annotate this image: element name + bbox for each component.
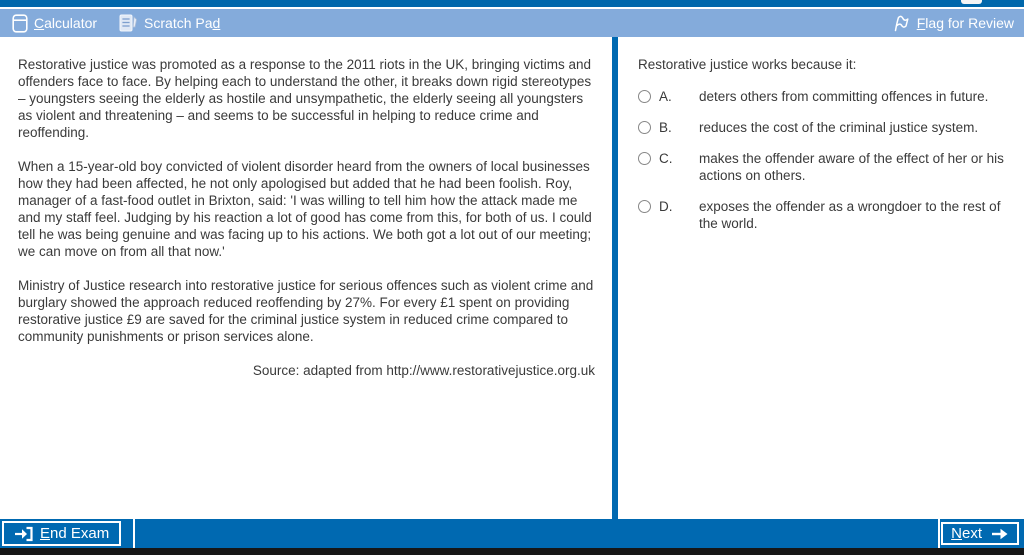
option-letter: B. <box>659 120 672 135</box>
question-stem: Restorative justice works because it: <box>638 57 857 72</box>
option-text: deters others from committing offences in future. <box>699 89 989 104</box>
calculator-button[interactable] <box>12 14 97 33</box>
passage-source: Source: adapted from http://www.restorativejustice.org.uk <box>252 363 595 378</box>
option-letter: A. <box>659 89 672 104</box>
answer-option-b[interactable] <box>638 119 1016 136</box>
end-exam-icon <box>14 526 33 542</box>
passage-paragraph: Ministry of Justice research into restorative justice for serious offences such as violent crime and burglary showed the approach reduced reoffending by 27%. For every £1 spent on providing restorative justice £9 are saved for the criminal justice system in reduced crime compared to community punishments or prison services alone. <box>18 278 594 344</box>
option-text: reduces the cost of the criminal justice system. <box>699 120 979 135</box>
scratchpad-button[interactable] <box>119 14 220 32</box>
option-text: exposes the offender as a wrongdoer to the rest of the world. <box>699 199 1001 231</box>
scratchpad-label: Scratch Pad <box>144 15 221 31</box>
option-letter: C. <box>659 151 673 166</box>
scratchpad-icon <box>119 14 138 32</box>
exam-toolbar <box>0 9 1024 37</box>
option-radio[interactable] <box>638 121 651 134</box>
option-radio[interactable] <box>638 152 651 165</box>
end-exam-button[interactable] <box>2 521 121 546</box>
next-label: Next <box>951 525 982 542</box>
passage-paragraph: When a 15-year-old boy convicted of violent disorder heard from the owners of local businesses how they had been affected, he not only apologised but added that he had been foolish. Roy, manager of a fast-food outlet in Brixton, said: 'I was willing to tell him how the attack made me and my staff feel. Judging by his reaction a lot of good has come from this, for both of us. I could tell he was being genuine and was facing up to his actions. We both got a lot out of our meeting; we can move on from all that now.' <box>18 159 592 259</box>
option-radio[interactable] <box>638 200 651 213</box>
option-radio[interactable] <box>638 90 651 103</box>
window-top-tab <box>961 0 982 4</box>
flag-for-review-button[interactable] <box>891 14 1014 32</box>
next-button[interactable] <box>941 522 1019 545</box>
calculator-icon <box>12 14 28 33</box>
bottom-strip <box>0 548 1024 555</box>
exam-footer <box>0 519 1024 548</box>
answer-option-a[interactable] <box>638 88 1016 105</box>
window-top-strip <box>0 0 1024 7</box>
option-text: makes the offender aware of the effect of her or his actions on others. <box>699 151 1004 183</box>
footer-divider-right <box>938 519 940 548</box>
flag-label: Flag for Review <box>916 15 1014 31</box>
end-exam-label: End Exam <box>40 525 110 542</box>
answer-option-c[interactable] <box>638 150 1016 184</box>
content-area <box>0 37 1024 519</box>
footer-divider-left <box>133 519 135 548</box>
answer-option-d[interactable] <box>638 198 1016 232</box>
option-letter: D. <box>659 199 673 214</box>
passage-paragraph: Restorative justice was promoted as a response to the 2011 riots in the UK, bringing victims and offenders face to face. By helping each to understand the other, it breaks down rigid stereotypes – youngsters seeing the elderly as hostile and unsympathetic, the elderly seeing all youngsters as violent and threatening – and seems to be successful in helping to reduce crime and reoffending. <box>18 57 592 140</box>
flag-icon <box>891 14 911 32</box>
passage-panel <box>0 37 612 519</box>
calculator-label: Calculator <box>34 15 98 31</box>
question-panel <box>618 37 1024 519</box>
next-arrow-icon <box>991 527 1009 541</box>
